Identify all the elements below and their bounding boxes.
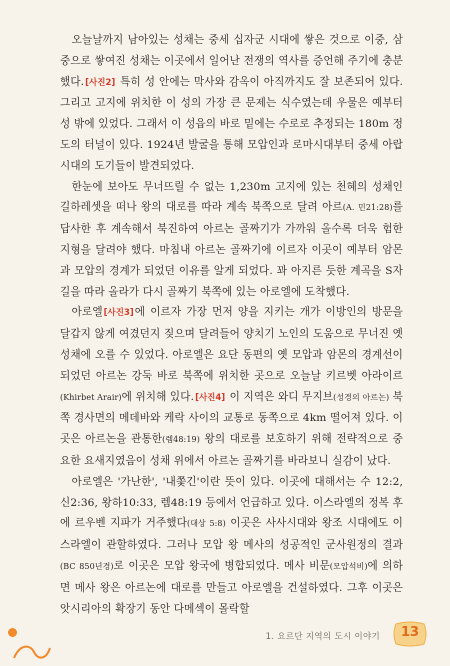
decorative-dot — [8, 628, 17, 637]
photo-ref-3: [사진3] — [103, 308, 134, 319]
paragraph-3: 아로엘[사진3]에 이르자 가장 먼저 양을 지키는 개가 이방인의 방문을 달갑지 않게 여겼던지 짖으며 달려들어 양치기 노인의 도움으로 무너진 옛 성채에 오를 수 있었다. 아로엘은 요단 동편의 옛 모압과 암몬의 경계선이 되었던 아르논 강둑 바로 북쪽에 위치한 곳으로 오늘날 키르벳 아라이르(Khirbet Arair)에 위치해 있다.[사진4] 이 지역은 와디 무지브(성경의 아르논) 북쪽 경사면의 메데바와 케락 사이의 교통로 동쪽으로 4km 떨어져 있다. 이곳은 아르논을 관통한(렘48:19) 왕의 대로를 보호하기 위해 전략적으로 중요한 요새지였음이 성채 위에서 아르논 골짜기를 바라보니 실감이 났다. — [60, 306, 404, 467]
citation: (성경의 아르논) — [333, 392, 390, 402]
running-footer: 1. 요르단 지역의 도시 이야기 — [265, 632, 380, 642]
page-number — [390, 620, 430, 648]
page-number-text: 13 — [400, 625, 420, 640]
citation: (A. 민21:28) — [342, 203, 393, 213]
decorative-swirl-icon — [12, 640, 52, 662]
paragraph-2: 한눈에 보아도 무너뜨릴 수 없는 1,230m 고지에 있는 천혜의 성채인 길하레셋을 떠나 왕의 대로를 따라 계속 북쪽으로 달려 아르(A. 민21:28)를 답사한 후 계속해서 북진하여 아르논 골짜기가 가까워 올수록 더욱 험한 지형을 달려야 했다. 마침내 아르논 골짜기에 이르자 이곳이 예부터 암몬과 모압의 경계가 되었던 이유를 알게 되었다. 꽈 아지른 듯한 계곡을 S자 길을 따라 올라가 다시 골짜기 북쪽에 있는 아로엘에 도착했다. — [60, 180, 403, 298]
photo-ref-4: [사진4] — [195, 392, 226, 403]
body-text — [60, 30, 403, 619]
citation: (렘48:19) — [162, 435, 200, 445]
paragraph-4: 아로엘은 '가난한', '내쫓긴'이란 뜻이 있다. 이곳에 대해서는 수 12:2, 신2:36, 왕하10:33, 렘48:19 등에서 언급하고 있다. 이스라엘의 정복 후에 르우벤 지파가 거주했다(대상 5:8) 이곳은 사사시대와 왕조 시대에도 이스라엘이 관할하였다. 그러나 모압 왕 메사의 성공적인 군사원정의 결과(BC 850년경)로 이곳은 모압 왕국에 병합되었다. 메사 비문(모압석비)에 의하면 메사 왕은 아르논에 대로를 만들고 아로엘을 건설하였다. 그후 이곳은 앗시리아의 확장기 동안 다메섹이 몰락할 — [60, 475, 404, 615]
citation: (모압석비) — [329, 561, 368, 571]
citation: (대상 5:8) — [186, 519, 226, 529]
citation: (BC 850년경) — [60, 561, 114, 571]
latin-name: (Khirbet Arair) — [60, 392, 122, 402]
paragraph-1: 오늘날까지 남아있는 성채는 중세 십자군 시대에 쌓은 것으로 이중, 삼중으로 쌓여진 성채는 이곳에서 일어난 전쟁의 역사를 증언해 주기에 충분했다.[사진2] 특히 성 안에는 막사와 감옥이 아직까지도 잘 보존되어 있다. 그리고 고지에 위치한 이 성의 가장 큰 문제는 식수였는데 우물은 예부터 성 밖에 있었다. 그래서 이 성읍의 바로 밑에는 수로로 추정되는 180m 정도의 터널이 있다. 1924년 발굴을 통해 모압인과 로마시대부터 중세 아랍시대의 도기들이 발견되었다. — [60, 34, 403, 172]
photo-ref-2: [사진2] — [85, 77, 116, 88]
